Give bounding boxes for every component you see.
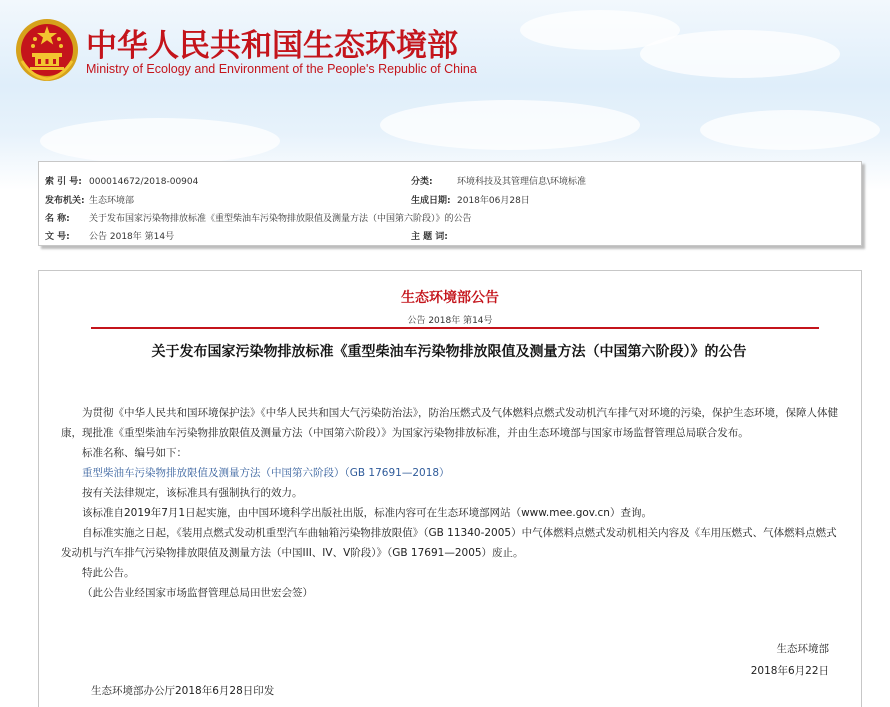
red-divider <box>91 327 819 329</box>
meta-category-key: 分类: <box>411 177 433 187</box>
notice-title: 关于发布国家污染物排放标准《重型柴油车污染物排放限值及测量方法（中国第六阶段）》的公告 <box>151 344 747 360</box>
meta-docnum-key: 文 号: <box>45 232 70 242</box>
body-paragraph: 为贯彻《中华人民共和国环境保护法》《中华人民共和国大气污染防治法》，防治压燃式及气体燃料点燃式发动机汽车排气对环境的污染，保护生态环境，保障人体健康，现批准《重型柴油车污染物排放限值及测量方法（中国第六阶段）》为国家污染物排放标准，并由生态环境部与国家市场监督管理总局联合发布。 <box>61 407 838 439</box>
notice-doc-number: 公告 2018年 第14号 <box>407 316 493 326</box>
meta-date-value: 2018年06月28日 <box>457 196 530 206</box>
site-title-cn: 中华人民共和国生态环境部 <box>86 28 458 64</box>
notice-content <box>38 270 862 707</box>
document-metadata-panel <box>38 161 862 246</box>
body-paragraph: （此公告业经国家市场监督管理总局田世宏会签） <box>82 587 313 599</box>
body-paragraph: 特此公告。 <box>82 567 135 579</box>
meta-issuer-value: 生态环境部 <box>89 196 135 206</box>
meta-subject-key: 主 题 词: <box>411 232 448 242</box>
meta-index-key: 索 引 号: <box>45 177 82 187</box>
sign-date: 2018年6月22日 <box>750 665 829 677</box>
meta-index-row <box>45 174 198 187</box>
body-paragraph: 按有关法律规定，该标准具有强制执行的效力。 <box>82 487 303 499</box>
meta-docnum-value: 公告 2018年 第14号 <box>89 232 175 242</box>
body-paragraph: 标准名称、编号如下： <box>82 447 187 459</box>
signature: 生态环境部 <box>776 643 829 655</box>
site-title-en: Ministry of Ecology and Environment of the People's Republic of China <box>86 62 477 76</box>
meta-docnum-row <box>45 229 174 242</box>
meta-name-value: 关于发布国家污染物排放标准《重型柴油车污染物排放限值及测量方法（中国第六阶段）》的公告 <box>89 214 472 224</box>
meta-category-row <box>411 174 586 187</box>
standard-link[interactable]: 重型柴油车污染物排放限值及测量方法（中国第六阶段）（GB 17691—2018） <box>82 467 450 479</box>
notice-org-title: 生态环境部公告 <box>401 290 499 306</box>
meta-name-key: 名 称: <box>45 214 70 224</box>
meta-date-key: 生成日期: <box>411 196 451 206</box>
meta-issuer-key: 发布机关: <box>45 196 85 206</box>
meta-subject-row <box>411 229 457 242</box>
issued-note: 生态环境部办公厅2018年6月28日印发 <box>91 685 275 697</box>
meta-issuer-row <box>45 193 134 206</box>
body-paragraph: 自标准实施之日起，《装用点燃式发动机重型汽车曲轴箱污染物排放限值》（GB 11340-2005）中气体燃料点燃式发动机相关内容及《车用压燃式、气体燃料点燃式发动机与汽车排气污染物排放限值及测量方法（中国III、IV、V阶段）》（GB 17691—2005）废止。 <box>61 527 837 559</box>
meta-date-row <box>411 193 530 206</box>
body-paragraph: 该标准自2019年7月1日起实施，由中国环境科学出版社出版，标准内容可在生态环境部网站（www.mee.gov.cn）查询。 <box>82 507 652 519</box>
meta-index-value: 000014672/2018-00904 <box>89 177 199 187</box>
notice-body <box>61 403 843 603</box>
meta-name-row <box>45 211 472 224</box>
meta-category-value: 环境科技及其管理信息\环境标准 <box>457 177 587 187</box>
national-emblem-icon[interactable] <box>14 17 80 83</box>
